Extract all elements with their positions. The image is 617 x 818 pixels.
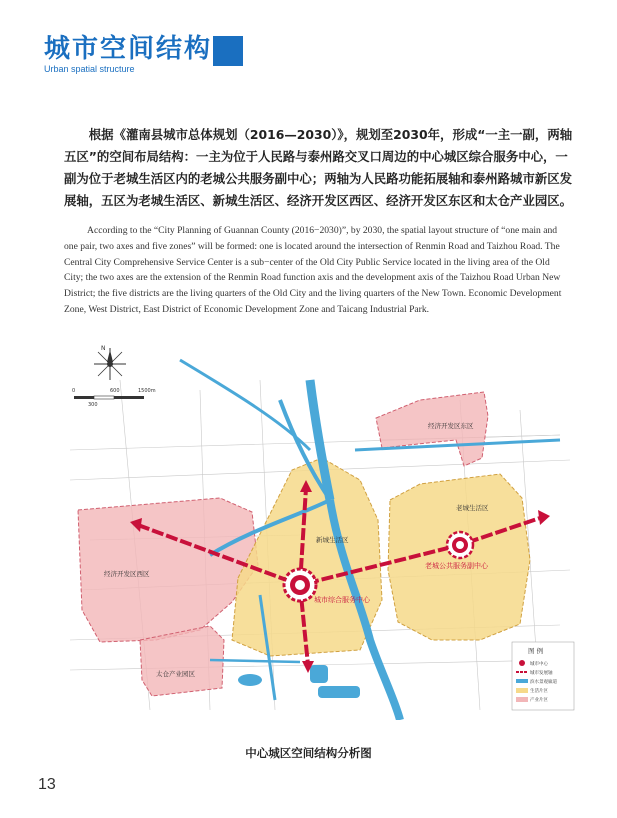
- map-svg: [60, 340, 580, 720]
- lake-2: [318, 686, 360, 698]
- label-east-dev: 经济开发区东区: [428, 422, 474, 430]
- legend-item-water: 滨水景观廊道: [530, 680, 557, 685]
- page-number: 13: [38, 776, 56, 793]
- label-west-dev: 经济开发区西区: [104, 570, 150, 578]
- lake-3: [238, 674, 262, 686]
- figure-caption: 中心城区空间结构分析图: [245, 746, 372, 760]
- legend-item-industry: 产业片区: [530, 698, 548, 703]
- legend-item-center: 城市中心: [530, 662, 548, 667]
- north-arrow-icon: [94, 348, 126, 380]
- label-main-center: 城市综合服务中心: [314, 596, 370, 604]
- label-new-city: 新城生活区: [316, 536, 349, 544]
- label-sub-center: 老城公共服务副中心: [425, 562, 488, 570]
- section-title: 城市空间结构: [44, 34, 213, 64]
- title-accent-square: [213, 36, 243, 66]
- legend-title: 图 例: [528, 647, 544, 655]
- legend-swatch-living: [516, 688, 528, 693]
- legend-item-axis: 城市发展轴: [530, 671, 553, 676]
- legend-item-living: 生活片区: [530, 689, 548, 694]
- scale-tick-600: 600: [110, 388, 120, 394]
- sub-center-marker: [447, 532, 473, 558]
- main-center-marker: [284, 569, 316, 601]
- label-old-city: 老城生活区: [456, 504, 489, 512]
- spatial-structure-map: [60, 340, 580, 720]
- legend-swatch-industry: [516, 697, 528, 702]
- scale-bar: [74, 396, 144, 399]
- chinese-paragraph: 根据《灌南县城市总体规划（2016—2030）》，规划至2030年，形成“一主一副，两轴五区”的空间布局结构：一主为位于人民路与泰州路交叉口周边的中心城区综合服务中心，一副为位于老城生活区内的老城公共服务副中心；两轴为人民路功能拓展轴和泰州路城市新区发展轴，五区为老城生活区、新城生活区、经济开发区西区、经济开发区东区和太仓产业园区。: [64, 127, 573, 208]
- scale-tick-1500: 1500m: [138, 388, 156, 394]
- section-subtitle: Urban spatial structure: [44, 64, 135, 74]
- legend-swatch-center: [519, 660, 525, 666]
- scale-tick-0: 0: [72, 388, 76, 394]
- label-taicang: 太仓产业园区: [156, 670, 195, 678]
- legend-swatch-water: [516, 679, 528, 683]
- compass-letter: N: [101, 345, 106, 352]
- english-paragraph: According to the “City Planning of Guannan County (2016−2030)”, by 2030, the spatial layout structure of “one main and one pair, two axes and five zones” will be formed: one is located around the intersection of Renmin Road and Taizhou Road. The Central City Comprehensive Service Center is a sub−center of the Old City Public Service located in the living area of the Old City; the two axes are the extension of the Renmin Road function axis and the development axis of the Taizhou Road Urban New District; the five districts are the living quarters of the Old City and the living quarters of the New Town. Economic Development Zone, West District, East District of Economic Development Zone and Taicang Industrial Park.: [64, 225, 562, 315]
- scale-tick-300: 300: [88, 402, 98, 408]
- lake-1: [310, 665, 328, 683]
